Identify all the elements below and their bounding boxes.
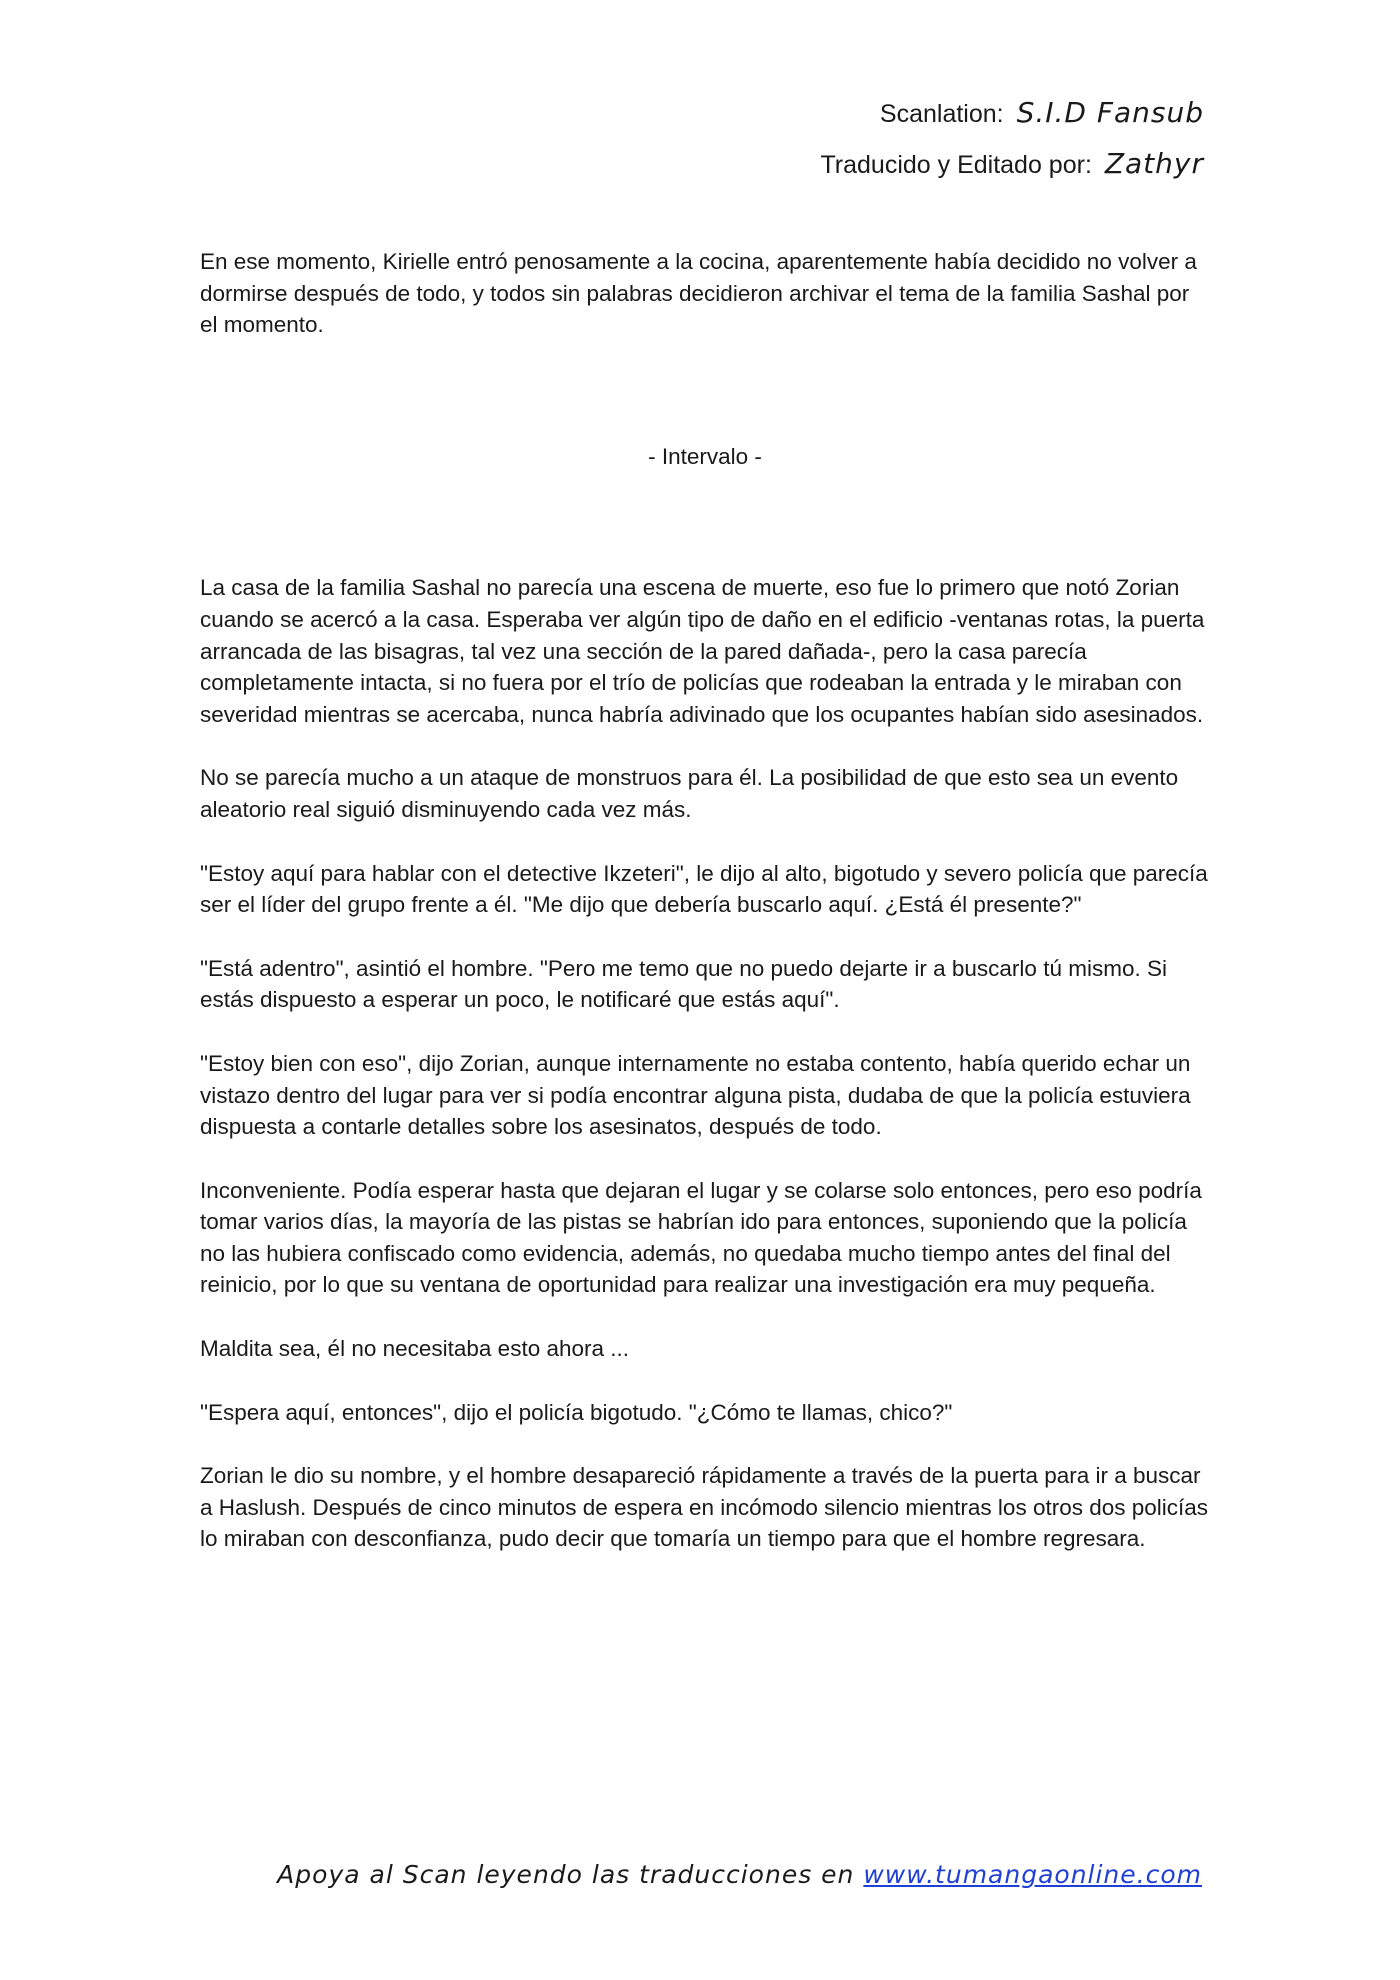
support-footer — [277, 1860, 1202, 1889]
paragraph: Zorian le dio su nombre, y el hombre desapareció rápidamente a través de la puerta para ir a buscar a Haslush. Después de cinco minutos de espera en incómodo silencio mientras los otros dos policías lo miraban con desconfianza, pudo decir que tomaría un tiempo para que el hombre regresara. — [200, 1463, 1209, 1552]
chapter-text — [200, 246, 1210, 1555]
paragraph: "Está adentro", asintió el hombre. "Pero me temo que no puedo dejarte ir a buscarlo tú mismo. Si estás dispuesto a esperar un poco, le notificaré que estás aquí". — [200, 955, 1167, 1013]
scene-break: - Intervalo - — [648, 443, 762, 469]
credits-block — [820, 88, 1204, 190]
scanlation-group-name: S.I.D Fansub — [1016, 96, 1204, 129]
paragraph: Inconveniente. Podía esperar hasta que dejaran el lugar y se colarse solo entonces, pero eso podría tomar varios días, la mayoría de las pistas se habrían ido para entonces, suponiendo que la policía no las hubiera confiscado como evidencia, además, no quedaba mucho tiempo antes del final del reinicio, por lo que su ventana de oportunidad para realizar una investigación era muy pequeña. — [200, 1177, 1202, 1298]
paragraph: No se parecía mucho a un ataque de monstruos para él. La posibilidad de que esto sea un evento aleatorio real siguió disminuyendo cada vez más. — [200, 765, 1179, 822]
paragraph: Maldita sea, él no necesitaba esto ahora ... — [200, 1336, 630, 1362]
scanlation-credit — [820, 88, 1204, 139]
translator-credit — [820, 139, 1204, 190]
translator-name: Zathyr — [1104, 147, 1204, 180]
scanlation-label: Scanlation: — [879, 100, 1004, 128]
website-link[interactable]: www.tumangaonline.com — [863, 1860, 1202, 1889]
paragraph: La casa de la familia Sashal no parecía una escena de muerte, eso fue lo primero que notó Zorian cuando se acercó a la casa. Esperaba ver algún tipo de daño en el edificio -ventanas rotas, la puerta arrancada de las bisagras, tal vez una sección de la pared dañada-, pero la casa parecía completamente intacta, si no fuera por el trío de policías que rodeaban la entrada y le miraban con severidad mientras se acercaba, nunca habría adivinado que los ocupantes habían sido asesinados. — [200, 575, 1205, 727]
paragraph: "Espera aquí, entonces", dijo el policía bigotudo. "¿Cómo te llamas, chico?" — [200, 1399, 953, 1425]
paragraph: "Estoy aquí para hablar con el detective Ikzeteri", le dijo al alto, bigotudo y severo policía que parecía ser el líder del grupo frente a él. "Me dijo que debería buscarlo aquí. ¿Está él presente?" — [200, 860, 1208, 918]
footer-text: Apoya al Scan leyendo las traducciones en — [277, 1860, 855, 1889]
paragraph: "Estoy bien con eso", dijo Zorian, aunque internamente no estaba contento, había querido echar un vistazo dentro del lugar para ver si podía encontrar alguna pista, dudaba de que la policía estuviera dispuesta a contarle detalles sobre los asesinatos, después de todo. — [200, 1050, 1191, 1140]
intro-paragraph: En ese momento, Kirielle entró penosamente a la cocina, aparentemente había decidido no volver a dormirse después de todo, y todos sin palabras decidieron archivar el tema de la familia Sashal por el momento. — [200, 249, 1197, 338]
translator-label: Traducido y Editado por: — [820, 151, 1092, 179]
